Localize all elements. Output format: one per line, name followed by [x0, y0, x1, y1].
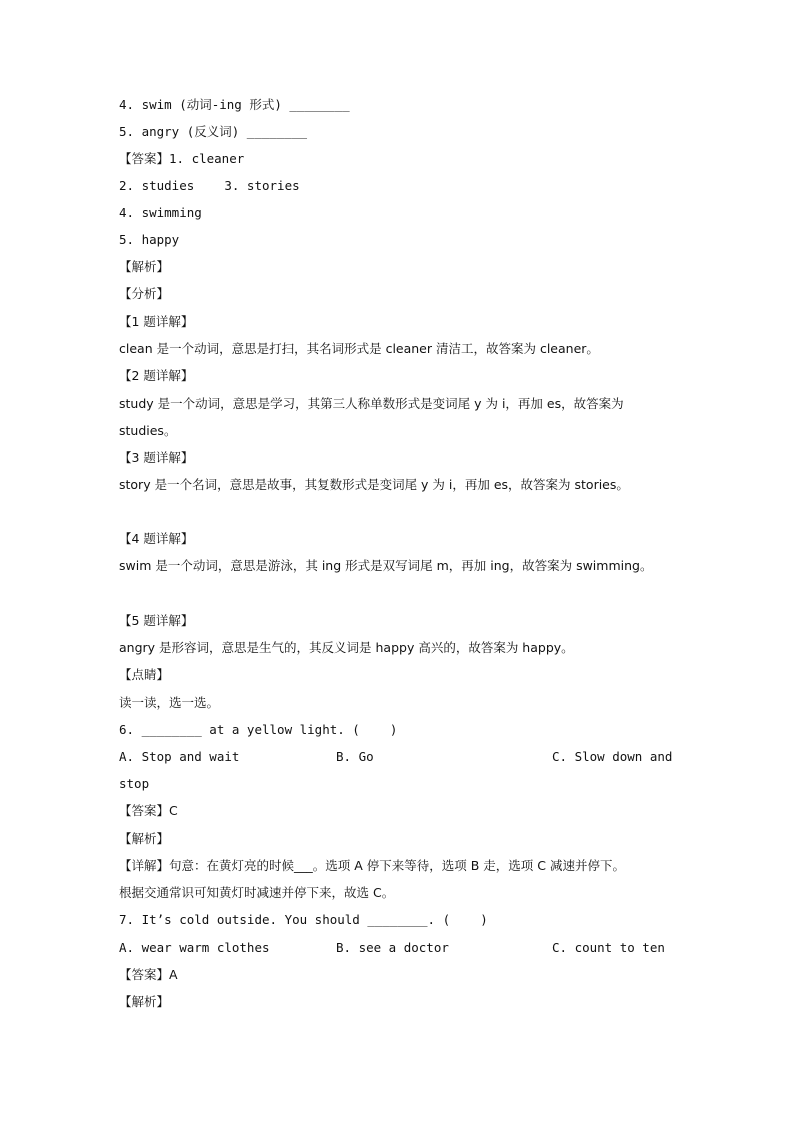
question-6: 6. ________ at a yellow light. ( ) — [119, 722, 398, 737]
detail-text-5: angry 是形容词，意思是生气的，其反义词是 happy 高兴的，故答案为 happy。 — [119, 640, 574, 655]
q6-analysis-heading: 【解析】 — [119, 831, 170, 846]
q7-option-b: B. see a doctor — [336, 940, 449, 955]
question-5-prompt: 5. angry (反义词) ________ — [119, 124, 308, 139]
answer-line-3: 4. swimming — [119, 205, 202, 220]
question-7: 7. It’s cold outside. You should ________. ( ) — [119, 912, 488, 927]
q6-option-a: A. Stop and wait — [119, 749, 240, 764]
q6-detail-2: 根据交通常识可知黄灯时减速并停下来，故选 C。 — [119, 885, 395, 900]
dianjing-heading: 【点睛】 — [119, 667, 170, 682]
q6-answer: 【答案】C — [119, 803, 178, 818]
detail-heading-3: 【3 题详解】 — [119, 450, 194, 465]
detail-heading-2: 【2 题详解】 — [119, 368, 194, 383]
detail-text-3: story 是一个名词，意思是故事，其复数形式是变词尾 y 为 i，再加 es，故答案为 stories。 — [119, 477, 629, 492]
answer-line-4: 5. happy — [119, 232, 180, 247]
section-instruction: 读一读，选一选。 — [119, 695, 220, 710]
detail-text-2: study 是一个动词，意思是学习，其第三人称单数形式是变词尾 y 为 i，再加 es，故答案为 — [119, 396, 624, 411]
q6-detail-1: 【详解】句意：在黄灯亮的时候___。选项 A 停下来等待，选项 B 走，选项 C 减速并停下。 — [119, 858, 625, 873]
fenxi-heading: 【分析】 — [119, 286, 170, 301]
analysis-heading: 【解析】 — [119, 259, 170, 274]
q6-option-b: B. Go — [336, 749, 374, 764]
q6-option-c-cont: stop — [119, 776, 150, 791]
detail-heading-1: 【1 题详解】 — [119, 314, 194, 329]
q7-option-c: C. count to ten — [552, 940, 665, 955]
q7-analysis-heading: 【解析】 — [119, 994, 170, 1009]
detail-text-4: swim 是一个动词，意思是游泳，其 ing 形式是双写词尾 m，再加 ing，故答案为 swimming。 — [119, 558, 653, 573]
detail-text-2-cont: studies。 — [119, 423, 177, 438]
detail-heading-4: 【4 题详解】 — [119, 531, 194, 546]
detail-heading-5: 【5 题详解】 — [119, 613, 194, 628]
question-4-prompt: 4. swim (动词-ing 形式) ________ — [119, 97, 350, 112]
q7-answer: 【答案】A — [119, 967, 178, 982]
q7-option-a: A. wear warm clothes — [119, 940, 270, 955]
answer-line-1: 【答案】1. cleaner — [119, 151, 245, 166]
detail-text-1: clean 是一个动词，意思是打扫，其名词形式是 cleaner 清洁工，故答案为 cleaner。 — [119, 341, 599, 356]
q6-option-c: C. Slow down and — [552, 749, 673, 764]
answer-line-2: 2. studies 3. stories — [119, 178, 300, 193]
